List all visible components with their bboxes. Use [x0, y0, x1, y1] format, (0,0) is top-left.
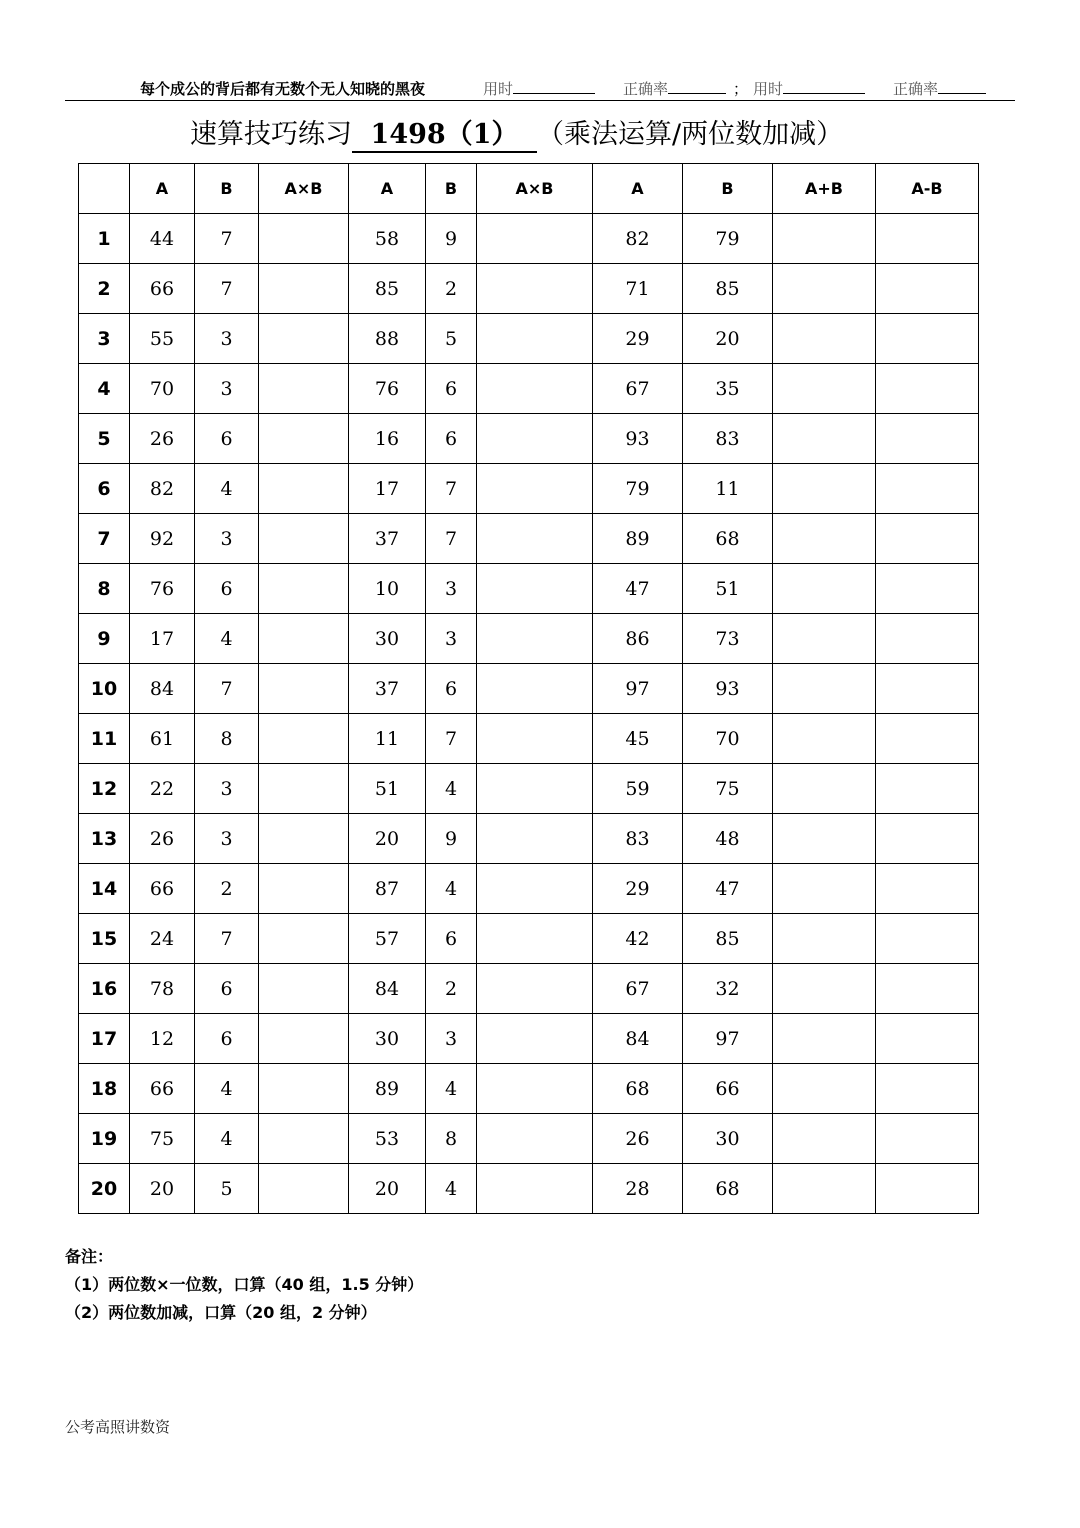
value-a-cell: 26 [593, 1114, 683, 1164]
accuracy-blank-2[interactable] [938, 79, 986, 94]
value-b-cell: 3 [195, 364, 259, 414]
value-a-cell: 37 [349, 514, 426, 564]
answer-sum-cell[interactable] [773, 1064, 876, 1114]
answer-product-cell[interactable] [259, 214, 349, 264]
row-number: 16 [79, 964, 130, 1014]
time-blank-2[interactable] [783, 79, 865, 94]
value-b-cell: 75 [683, 764, 773, 814]
row-number: 19 [79, 1114, 130, 1164]
exercise-table [78, 163, 979, 1214]
value-a-cell: 26 [130, 414, 195, 464]
table-row [79, 1114, 979, 1164]
row-number: 15 [79, 914, 130, 964]
value-b-cell: 68 [683, 514, 773, 564]
value-a-cell: 66 [130, 264, 195, 314]
value-b-cell: 4 [195, 614, 259, 664]
column-header: A×B [477, 164, 593, 214]
column-header: A×B [259, 164, 349, 214]
table-row [79, 714, 979, 764]
value-b-cell: 73 [683, 614, 773, 664]
answer-sum-cell[interactable] [773, 1014, 876, 1064]
value-b-cell: 4 [426, 1064, 477, 1114]
value-a-cell: 75 [130, 1114, 195, 1164]
value-b-cell: 6 [195, 1014, 259, 1064]
table-header-row [79, 164, 979, 214]
answer-product-cell[interactable] [259, 964, 349, 1014]
row-number: 1 [79, 214, 130, 264]
table-row [79, 214, 979, 264]
page-header [65, 74, 1015, 101]
value-b-cell: 7 [426, 714, 477, 764]
answer-difference-cell[interactable] [876, 864, 979, 914]
answer-product-cell[interactable] [477, 364, 593, 414]
table-row [79, 914, 979, 964]
value-b-cell: 85 [683, 264, 773, 314]
value-b-cell: 35 [683, 364, 773, 414]
answer-sum-cell[interactable] [773, 864, 876, 914]
table-row [79, 614, 979, 664]
answer-difference-cell[interactable] [876, 814, 979, 864]
answer-difference-cell[interactable] [876, 664, 979, 714]
table-row [79, 364, 979, 414]
value-a-cell: 59 [593, 764, 683, 814]
answer-difference-cell[interactable] [876, 614, 979, 664]
value-a-cell: 24 [130, 914, 195, 964]
table-row [79, 664, 979, 714]
answer-difference-cell[interactable] [876, 514, 979, 564]
accuracy-field-1[interactable] [623, 78, 726, 99]
column-header: A [349, 164, 426, 214]
value-b-cell: 68 [683, 1164, 773, 1214]
column-header: B [195, 164, 259, 214]
row-number: 12 [79, 764, 130, 814]
column-header: B [683, 164, 773, 214]
table-row [79, 964, 979, 1014]
answer-difference-cell[interactable] [876, 314, 979, 364]
value-a-cell: 55 [130, 314, 195, 364]
value-a-cell: 97 [593, 664, 683, 714]
row-number: 9 [79, 614, 130, 664]
time-field-2[interactable] [753, 78, 865, 99]
value-a-cell: 83 [593, 814, 683, 864]
answer-difference-cell[interactable] [876, 964, 979, 1014]
value-a-cell: 20 [349, 814, 426, 864]
accuracy-label-2: 正确率 [893, 80, 939, 98]
value-b-cell: 32 [683, 964, 773, 1014]
value-a-cell: 92 [130, 514, 195, 564]
answer-difference-cell[interactable] [876, 914, 979, 964]
value-b-cell: 4 [195, 1064, 259, 1114]
value-b-cell: 4 [195, 1114, 259, 1164]
answer-product-cell[interactable] [259, 314, 349, 364]
answer-product-cell[interactable] [477, 1014, 593, 1064]
table-row [79, 464, 979, 514]
value-a-cell: 84 [593, 1014, 683, 1064]
value-b-cell: 7 [195, 664, 259, 714]
answer-sum-cell[interactable] [773, 964, 876, 1014]
footer-text: 公考高照讲数资 [65, 1418, 171, 1436]
answer-product-cell[interactable] [259, 1014, 349, 1064]
time-label-1: 用时 [483, 80, 514, 98]
value-b-cell: 47 [683, 864, 773, 914]
value-b-cell: 7 [195, 264, 259, 314]
answer-difference-cell[interactable] [876, 564, 979, 614]
answer-product-cell[interactable] [477, 714, 593, 764]
answer-difference-cell[interactable] [876, 364, 979, 414]
value-a-cell: 28 [593, 1164, 683, 1214]
table-body [79, 214, 979, 1214]
table-row [79, 814, 979, 864]
row-number: 2 [79, 264, 130, 314]
accuracy-label-1: 正确率 [623, 80, 669, 98]
answer-product-cell[interactable] [477, 414, 593, 464]
exercise-number: 1498（1） [352, 112, 537, 153]
answer-sum-cell[interactable] [773, 414, 876, 464]
table-row [79, 514, 979, 564]
value-b-cell: 7 [195, 214, 259, 264]
answer-sum-cell[interactable] [773, 514, 876, 564]
answer-product-cell[interactable] [259, 1164, 349, 1214]
value-a-cell: 51 [349, 764, 426, 814]
answer-difference-cell[interactable] [876, 714, 979, 764]
value-b-cell: 6 [195, 964, 259, 1014]
answer-product-cell[interactable] [259, 564, 349, 614]
column-header: A [593, 164, 683, 214]
value-b-cell: 4 [195, 464, 259, 514]
answer-difference-cell[interactable] [876, 464, 979, 514]
answer-product-cell[interactable] [259, 714, 349, 764]
row-number: 4 [79, 364, 130, 414]
value-a-cell: 22 [130, 764, 195, 814]
value-a-cell: 20 [349, 1164, 426, 1214]
answer-sum-cell[interactable] [773, 364, 876, 414]
answer-sum-cell[interactable] [773, 214, 876, 264]
value-a-cell: 29 [593, 314, 683, 364]
answer-product-cell[interactable] [477, 914, 593, 964]
answer-product-cell[interactable] [477, 764, 593, 814]
value-b-cell: 3 [426, 564, 477, 614]
notes [65, 1243, 423, 1327]
value-b-cell: 6 [426, 914, 477, 964]
answer-product-cell[interactable] [259, 364, 349, 414]
value-b-cell: 4 [426, 864, 477, 914]
answer-sum-cell[interactable] [773, 564, 876, 614]
answer-product-cell[interactable] [259, 264, 349, 314]
value-a-cell: 58 [349, 214, 426, 264]
value-a-cell: 61 [130, 714, 195, 764]
answer-product-cell[interactable] [259, 514, 349, 564]
answer-product-cell[interactable] [477, 1164, 593, 1214]
answer-sum-cell[interactable] [773, 614, 876, 664]
time-label-2: 用时 [753, 80, 784, 98]
value-b-cell: 3 [426, 1014, 477, 1064]
value-b-cell: 83 [683, 414, 773, 464]
value-a-cell: 78 [130, 964, 195, 1014]
value-a-cell: 76 [349, 364, 426, 414]
answer-sum-cell[interactable] [773, 264, 876, 314]
value-a-cell: 89 [593, 514, 683, 564]
notes-line-2: （2）两位数加减，口算（20 组，2 分钟） [65, 1303, 377, 1322]
value-b-cell: 7 [426, 464, 477, 514]
value-b-cell: 30 [683, 1114, 773, 1164]
value-b-cell: 4 [426, 764, 477, 814]
answer-product-cell[interactable] [477, 464, 593, 514]
value-b-cell: 85 [683, 914, 773, 964]
answer-product-cell[interactable] [259, 814, 349, 864]
table-row [79, 864, 979, 914]
answer-product-cell[interactable] [259, 1114, 349, 1164]
answer-product-cell[interactable] [259, 764, 349, 814]
value-a-cell: 44 [130, 214, 195, 264]
answer-sum-cell[interactable] [773, 914, 876, 964]
value-b-cell: 6 [426, 414, 477, 464]
column-header: A [130, 164, 195, 214]
answer-product-cell[interactable] [477, 1064, 593, 1114]
value-b-cell: 6 [195, 414, 259, 464]
value-b-cell: 3 [426, 614, 477, 664]
row-number: 8 [79, 564, 130, 614]
value-b-cell: 70 [683, 714, 773, 764]
answer-product-cell[interactable] [259, 1064, 349, 1114]
value-b-cell: 8 [426, 1114, 477, 1164]
row-number: 17 [79, 1014, 130, 1064]
row-number: 18 [79, 1064, 130, 1114]
answer-product-cell[interactable] [477, 614, 593, 664]
value-b-cell: 7 [195, 914, 259, 964]
value-b-cell: 6 [195, 564, 259, 614]
table-row [79, 1164, 979, 1214]
value-a-cell: 37 [349, 664, 426, 714]
table-row [79, 1014, 979, 1064]
accuracy-blank-1[interactable] [668, 79, 726, 94]
page-title [190, 112, 843, 153]
answer-product-cell[interactable] [259, 614, 349, 664]
table-row [79, 1064, 979, 1114]
column-header: A-B [876, 164, 979, 214]
value-a-cell: 11 [349, 714, 426, 764]
answer-product-cell[interactable] [259, 664, 349, 714]
value-b-cell: 2 [426, 264, 477, 314]
answer-difference-cell[interactable] [876, 1164, 979, 1214]
answer-sum-cell[interactable] [773, 314, 876, 364]
row-number: 13 [79, 814, 130, 864]
value-a-cell: 67 [593, 364, 683, 414]
row-number: 20 [79, 1164, 130, 1214]
answer-sum-cell[interactable] [773, 1114, 876, 1164]
notes-line-1: （1）两位数×一位数，口算（40 组，1.5 分钟） [65, 1275, 424, 1294]
value-a-cell: 70 [130, 364, 195, 414]
value-b-cell: 4 [426, 1164, 477, 1214]
value-a-cell: 68 [593, 1064, 683, 1114]
value-a-cell: 30 [349, 1014, 426, 1064]
accuracy-field-2[interactable] [893, 78, 986, 99]
answer-difference-cell[interactable] [876, 214, 979, 264]
answer-product-cell[interactable] [477, 814, 593, 864]
value-a-cell: 86 [593, 614, 683, 664]
value-a-cell: 87 [349, 864, 426, 914]
value-b-cell: 48 [683, 814, 773, 864]
row-number: 5 [79, 414, 130, 464]
value-a-cell: 16 [349, 414, 426, 464]
title-prefix: 速算技巧练习 [190, 119, 352, 150]
column-header: A+B [773, 164, 876, 214]
answer-sum-cell[interactable] [773, 714, 876, 764]
column-header: B [426, 164, 477, 214]
value-a-cell: 30 [349, 614, 426, 664]
value-b-cell: 3 [195, 814, 259, 864]
value-b-cell: 3 [195, 314, 259, 364]
value-b-cell: 97 [683, 1014, 773, 1064]
value-b-cell: 7 [426, 514, 477, 564]
value-b-cell: 9 [426, 814, 477, 864]
value-a-cell: 89 [349, 1064, 426, 1114]
answer-sum-cell[interactable] [773, 464, 876, 514]
answer-product-cell[interactable] [477, 314, 593, 364]
time-field-1[interactable] [483, 78, 595, 99]
value-a-cell: 84 [130, 664, 195, 714]
value-b-cell: 2 [195, 864, 259, 914]
value-b-cell: 5 [426, 314, 477, 364]
table-row [79, 264, 979, 314]
motto: 每个成公的背后都有无数个无人知晓的黑夜 [140, 80, 426, 98]
value-a-cell: 66 [130, 864, 195, 914]
answer-product-cell[interactable] [477, 964, 593, 1014]
answer-product-cell[interactable] [259, 914, 349, 964]
value-a-cell: 67 [593, 964, 683, 1014]
value-a-cell: 71 [593, 264, 683, 314]
row-number: 11 [79, 714, 130, 764]
value-a-cell: 12 [130, 1014, 195, 1064]
value-b-cell: 66 [683, 1064, 773, 1114]
value-b-cell: 6 [426, 664, 477, 714]
value-b-cell: 8 [195, 714, 259, 764]
answer-sum-cell[interactable] [773, 1164, 876, 1214]
value-a-cell: 17 [130, 614, 195, 664]
row-number: 10 [79, 664, 130, 714]
row-number: 3 [79, 314, 130, 364]
value-b-cell: 93 [683, 664, 773, 714]
value-a-cell: 85 [349, 264, 426, 314]
value-b-cell: 5 [195, 1164, 259, 1214]
value-a-cell: 79 [593, 464, 683, 514]
answer-product-cell[interactable] [259, 864, 349, 914]
answer-product-cell[interactable] [477, 1114, 593, 1164]
notes-heading: 备注： [65, 1247, 114, 1266]
value-b-cell: 51 [683, 564, 773, 614]
answer-product-cell[interactable] [259, 464, 349, 514]
value-a-cell: 29 [593, 864, 683, 914]
answer-product-cell[interactable] [477, 664, 593, 714]
table-row [79, 564, 979, 614]
answer-sum-cell[interactable] [773, 664, 876, 714]
value-a-cell: 20 [130, 1164, 195, 1214]
row-number: 6 [79, 464, 130, 514]
table-row [79, 764, 979, 814]
value-a-cell: 42 [593, 914, 683, 964]
value-a-cell: 76 [130, 564, 195, 614]
value-a-cell: 45 [593, 714, 683, 764]
answer-difference-cell[interactable] [876, 1064, 979, 1114]
row-number: 7 [79, 514, 130, 564]
value-b-cell: 3 [195, 514, 259, 564]
value-a-cell: 66 [130, 1064, 195, 1114]
value-a-cell: 84 [349, 964, 426, 1014]
value-a-cell: 26 [130, 814, 195, 864]
answer-product-cell[interactable] [477, 864, 593, 914]
value-b-cell: 3 [195, 764, 259, 814]
value-b-cell: 2 [426, 964, 477, 1014]
column-header [79, 164, 130, 214]
answer-difference-cell[interactable] [876, 1014, 979, 1064]
answer-difference-cell[interactable] [876, 1114, 979, 1164]
time-blank-1[interactable] [513, 79, 595, 94]
answer-product-cell[interactable] [259, 414, 349, 464]
value-a-cell: 10 [349, 564, 426, 614]
value-b-cell: 11 [683, 464, 773, 514]
value-b-cell: 9 [426, 214, 477, 264]
answer-difference-cell[interactable] [876, 264, 979, 314]
table-row [79, 314, 979, 364]
title-suffix: （乘法运算/两位数加减） [537, 119, 844, 150]
answer-product-cell[interactable] [477, 514, 593, 564]
value-a-cell: 57 [349, 914, 426, 964]
value-a-cell: 93 [593, 414, 683, 464]
answer-sum-cell[interactable] [773, 814, 876, 864]
value-b-cell: 6 [426, 364, 477, 414]
value-a-cell: 47 [593, 564, 683, 614]
answer-product-cell[interactable] [477, 264, 593, 314]
table-row [79, 414, 979, 464]
answer-difference-cell[interactable] [876, 414, 979, 464]
answer-difference-cell[interactable] [876, 764, 979, 814]
value-a-cell: 53 [349, 1114, 426, 1164]
header-separator: ； [733, 80, 749, 98]
answer-product-cell[interactable] [477, 564, 593, 614]
value-b-cell: 20 [683, 314, 773, 364]
answer-sum-cell[interactable] [773, 764, 876, 814]
value-a-cell: 17 [349, 464, 426, 514]
value-a-cell: 82 [130, 464, 195, 514]
answer-product-cell[interactable] [477, 214, 593, 264]
value-a-cell: 88 [349, 314, 426, 364]
row-number: 14 [79, 864, 130, 914]
value-b-cell: 79 [683, 214, 773, 264]
value-a-cell: 82 [593, 214, 683, 264]
